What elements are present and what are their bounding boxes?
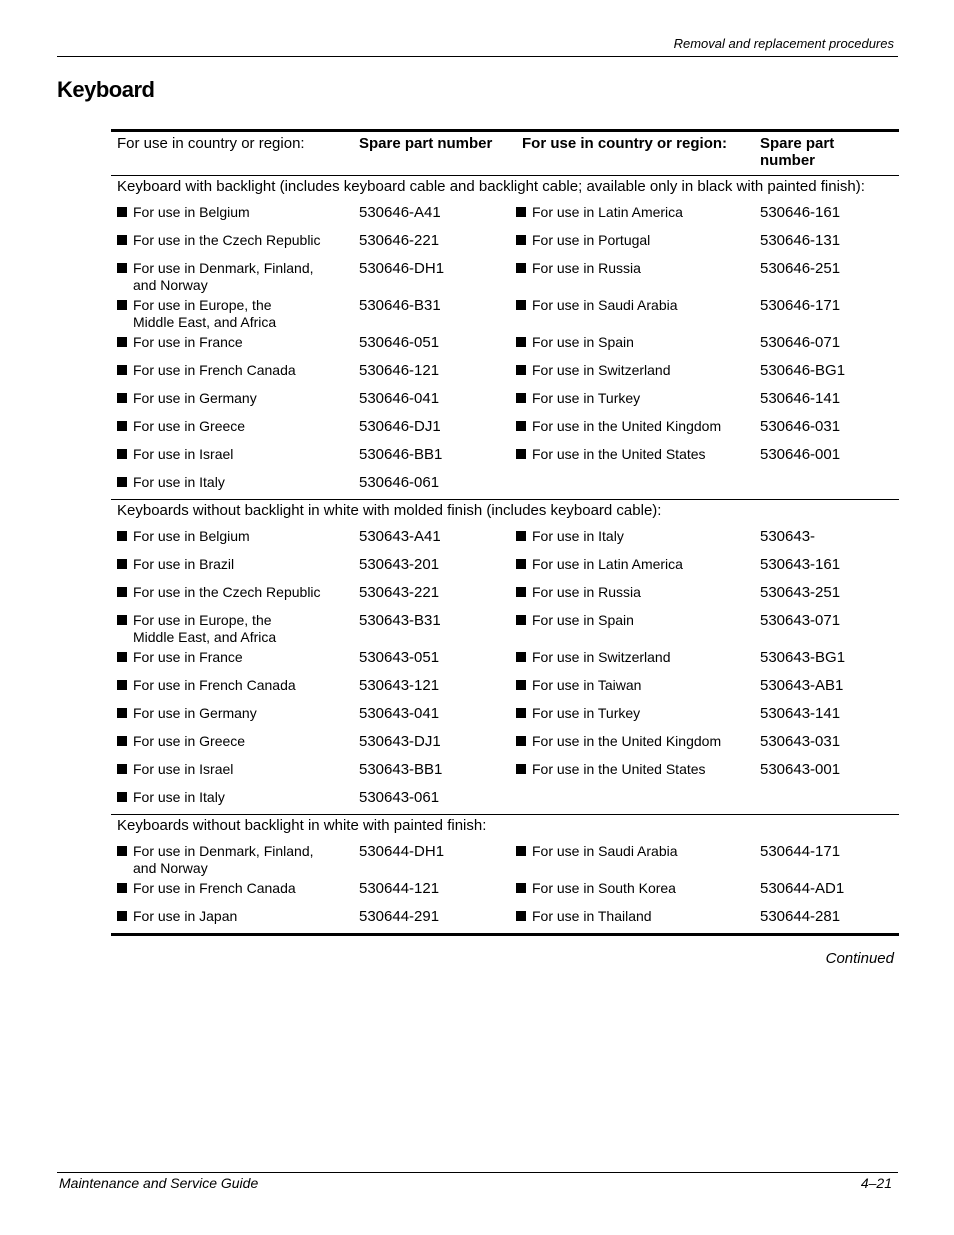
spare-part-number: 530646-171 <box>760 297 841 314</box>
region-label: For use in Brazil <box>133 556 235 572</box>
spare-part-number: 530643- <box>760 528 816 545</box>
region-label: For use in Spain <box>532 612 634 628</box>
section-heading: Keyboards without backlight in white with molded finish (includes keyboard cable): <box>111 500 899 526</box>
region-cell <box>111 415 349 443</box>
region-label: For use in Europe, the <box>133 297 272 313</box>
square-bullet-icon <box>117 365 127 375</box>
region-cell <box>111 471 349 500</box>
table-row <box>111 359 899 387</box>
square-bullet-icon <box>516 365 526 375</box>
table-header-row <box>111 131 899 176</box>
table-row <box>111 702 899 730</box>
table-row <box>111 581 899 609</box>
table-row <box>111 609 899 646</box>
square-bullet-icon <box>117 531 127 541</box>
square-bullet-icon <box>516 421 526 431</box>
region-label: For use in the Czech Republic <box>133 584 321 600</box>
section-heading: Keyboards without backlight in white with painted finish: <box>111 815 899 841</box>
region-cell <box>111 581 349 609</box>
region-cell <box>111 702 349 730</box>
square-bullet-icon <box>516 235 526 245</box>
table-row <box>111 443 899 471</box>
page-header <box>57 30 898 57</box>
region-label: For use in Greece <box>133 418 246 434</box>
square-bullet-icon <box>516 337 526 347</box>
spare-part-number: 530646-051 <box>359 334 440 351</box>
footer-title: Maintenance and Service Guide <box>59 1175 259 1191</box>
square-bullet-icon <box>516 680 526 690</box>
spare-part-number: 530643-061 <box>359 789 440 806</box>
square-bullet-icon <box>516 708 526 718</box>
region-cell <box>111 609 349 646</box>
region-cell <box>510 201 750 229</box>
region-label: For use in Italy <box>532 528 624 544</box>
region-cell <box>510 359 750 387</box>
region-label: For use in Russia <box>532 584 641 600</box>
page-number: 4–21 <box>860 1175 892 1191</box>
spare-part-number: 530644-DH1 <box>359 843 445 860</box>
column-header: Spare part number <box>750 131 899 176</box>
region-cell <box>111 229 349 257</box>
table-row <box>111 758 899 786</box>
region-label: For use in the United States <box>532 446 706 462</box>
region-cell <box>510 443 750 471</box>
region-label: Middle East, and Africa <box>133 629 277 645</box>
region-label: For use in France <box>133 649 243 665</box>
spare-part-number: 530646-121 <box>359 362 440 379</box>
region-cell <box>510 730 750 758</box>
region-label: For use in the United States <box>532 761 706 777</box>
table-row <box>111 730 899 758</box>
region-label: For use in Turkey <box>532 705 641 721</box>
square-bullet-icon <box>516 207 526 217</box>
table-row <box>111 674 899 702</box>
table-row <box>111 840 899 877</box>
section-heading-row <box>111 500 899 526</box>
spare-part-number: 530644-AD1 <box>760 880 845 897</box>
spare-part-number: 530643-251 <box>760 584 841 601</box>
region-label: For use in Japan <box>133 908 238 924</box>
section-heading-row <box>111 815 899 841</box>
region-label: For use in Italy <box>133 474 225 490</box>
spare-part-number: 530643-B31 <box>359 612 441 629</box>
region-label: For use in Israel <box>133 446 234 462</box>
spare-part-number: 530646-071 <box>760 334 841 351</box>
region-label: For use in Greece <box>133 733 246 749</box>
square-bullet-icon <box>117 449 127 459</box>
region-label: For use in Italy <box>133 789 225 805</box>
region-label: For use in Israel <box>133 761 234 777</box>
region-cell <box>111 359 349 387</box>
region-label: For use in Turkey <box>532 390 641 406</box>
region-cell <box>510 387 750 415</box>
table-row <box>111 525 899 553</box>
region-cell <box>510 331 750 359</box>
table-row <box>111 471 899 500</box>
spare-part-number: 530643-BB1 <box>359 761 443 778</box>
region-label: For use in French Canada <box>133 362 296 378</box>
table-row <box>111 415 899 443</box>
region-cell <box>510 702 750 730</box>
region-label: For use in French Canada <box>133 880 296 896</box>
square-bullet-icon <box>516 736 526 746</box>
spare-part-number: 530646-031 <box>760 418 841 435</box>
square-bullet-icon <box>117 846 127 856</box>
region-label: For use in Spain <box>532 334 634 350</box>
square-bullet-icon <box>516 263 526 273</box>
square-bullet-icon <box>117 559 127 569</box>
region-label: For use in Saudi Arabia <box>532 297 678 313</box>
table-row <box>111 553 899 581</box>
region-label: For use in Switzerland <box>532 362 671 378</box>
region-cell <box>510 581 750 609</box>
square-bullet-icon <box>117 680 127 690</box>
table-row <box>111 257 899 294</box>
spare-part-number: 530644-281 <box>760 908 841 925</box>
square-bullet-icon <box>117 207 127 217</box>
square-bullet-icon <box>117 615 127 625</box>
square-bullet-icon <box>516 300 526 310</box>
region-cell <box>510 553 750 581</box>
table-row <box>111 877 899 905</box>
spare-part-number: 530646-DH1 <box>359 260 445 277</box>
region-label: Middle East, and Africa <box>133 314 277 330</box>
table-row <box>111 331 899 359</box>
table-row <box>111 229 899 257</box>
spare-part-number: 530643-031 <box>760 733 841 750</box>
region-label: For use in Thailand <box>532 908 652 924</box>
spare-part-number: 530643-A41 <box>359 528 441 545</box>
spare-part-number: 530643-201 <box>359 556 440 573</box>
spare-part-number <box>750 471 899 500</box>
region-label: For use in Latin America <box>532 204 683 220</box>
spare-part-number <box>750 786 899 815</box>
region-label: For use in Belgium <box>133 528 250 544</box>
column-header: Spare part number <box>349 131 510 176</box>
region-label: For use in Denmark, Finland, <box>133 260 314 276</box>
region-label: For use in Saudi Arabia <box>532 843 678 859</box>
spare-part-number: 530646-BG1 <box>760 362 846 379</box>
column-header: For use in country or region: <box>111 131 349 176</box>
spare-part-number: 530643-AB1 <box>760 677 844 694</box>
spare-part-number: 530643-221 <box>359 584 440 601</box>
square-bullet-icon <box>516 615 526 625</box>
region-cell <box>111 387 349 415</box>
region-label: For use in Switzerland <box>532 649 671 665</box>
region-cell <box>510 257 750 294</box>
square-bullet-icon <box>117 911 127 921</box>
square-bullet-icon <box>117 263 127 273</box>
spare-part-number: 530643-121 <box>359 677 440 694</box>
region-label: and Norway <box>133 860 208 876</box>
spare-part-number: 530646-251 <box>760 260 841 277</box>
region-cell <box>510 229 750 257</box>
region-cell <box>510 786 750 815</box>
square-bullet-icon <box>117 652 127 662</box>
region-label: For use in Germany <box>133 390 257 406</box>
region-label: For use in the United Kingdom <box>532 733 722 749</box>
region-label: For use in South Korea <box>532 880 676 896</box>
spare-part-number: 530643-041 <box>359 705 440 722</box>
region-cell <box>111 201 349 229</box>
spare-part-number: 530646-131 <box>760 232 841 249</box>
region-cell <box>111 786 349 815</box>
continued-note: Continued <box>825 950 894 967</box>
region-label: For use in France <box>133 334 243 350</box>
square-bullet-icon <box>117 736 127 746</box>
spare-part-number: 530643-001 <box>760 761 841 778</box>
column-header: For use in country or region: <box>510 131 750 176</box>
spare-part-number: 530646-141 <box>760 390 841 407</box>
spare-part-number: 530643-BG1 <box>760 649 846 666</box>
region-cell <box>111 730 349 758</box>
spare-part-number: 530646-041 <box>359 390 440 407</box>
square-bullet-icon <box>117 235 127 245</box>
spare-part-number: 530643-161 <box>760 556 841 573</box>
region-label: For use in Russia <box>532 260 641 276</box>
page-title: Keyboard <box>57 77 155 102</box>
spare-part-number: 530643-DJ1 <box>359 733 441 750</box>
region-cell <box>111 840 349 877</box>
square-bullet-icon <box>117 764 127 774</box>
square-bullet-icon <box>117 337 127 347</box>
table-body <box>111 176 899 935</box>
square-bullet-icon <box>117 300 127 310</box>
square-bullet-icon <box>516 846 526 856</box>
square-bullet-icon <box>117 421 127 431</box>
region-cell <box>510 877 750 905</box>
running-header: Removal and replacement procedures <box>673 36 894 51</box>
region-label: For use in the Czech Republic <box>133 232 321 248</box>
region-cell <box>510 525 750 553</box>
region-label: For use in the United Kingdom <box>532 418 722 434</box>
spare-part-number: 530646-161 <box>760 204 841 221</box>
region-cell <box>111 331 349 359</box>
square-bullet-icon <box>117 477 127 487</box>
table-row <box>111 905 899 935</box>
region-cell <box>510 840 750 877</box>
spare-part-number: 530643-071 <box>760 612 841 629</box>
section-heading-row <box>111 176 899 202</box>
spare-part-number: 530643-141 <box>760 705 841 722</box>
square-bullet-icon <box>516 587 526 597</box>
spare-part-number: 530643-051 <box>359 649 440 666</box>
spare-parts-table <box>111 129 899 936</box>
table-row <box>111 387 899 415</box>
table-row <box>111 294 899 331</box>
square-bullet-icon <box>516 883 526 893</box>
region-cell <box>510 646 750 674</box>
region-label: For use in Denmark, Finland, <box>133 843 314 859</box>
spare-part-number: 530646-061 <box>359 474 440 491</box>
region-label: For use in Belgium <box>133 204 250 220</box>
region-cell <box>510 415 750 443</box>
square-bullet-icon <box>117 792 127 802</box>
region-cell <box>510 905 750 935</box>
square-bullet-icon <box>516 393 526 403</box>
region-cell <box>510 758 750 786</box>
region-cell <box>111 553 349 581</box>
square-bullet-icon <box>117 393 127 403</box>
region-label: For use in Portugal <box>532 232 651 248</box>
region-cell <box>510 471 750 500</box>
spare-part-number: 530646-BB1 <box>359 446 443 463</box>
region-cell <box>111 525 349 553</box>
square-bullet-icon <box>516 531 526 541</box>
region-cell <box>111 294 349 331</box>
spare-part-number: 530644-291 <box>359 908 440 925</box>
region-cell <box>111 646 349 674</box>
region-cell <box>510 609 750 646</box>
square-bullet-icon <box>516 559 526 569</box>
section-heading: Keyboard with backlight (includes keyboard cable and backlight cable; available only in black with painted finish): <box>117 178 865 195</box>
square-bullet-icon <box>516 911 526 921</box>
spare-part-number: 530646-221 <box>359 232 440 249</box>
spare-part-number: 530646-A41 <box>359 204 441 221</box>
table-row <box>111 786 899 815</box>
spare-part-number: 530646-B31 <box>359 297 441 314</box>
square-bullet-icon <box>117 587 127 597</box>
spare-part-number: 530646-001 <box>760 446 841 463</box>
spare-part-number: 530646-DJ1 <box>359 418 441 435</box>
square-bullet-icon <box>117 708 127 718</box>
region-label: For use in Europe, the <box>133 612 272 628</box>
spare-part-number: 530644-121 <box>359 880 440 897</box>
region-label: For use in Latin America <box>532 556 683 572</box>
region-label: For use in Germany <box>133 705 257 721</box>
region-label: For use in French Canada <box>133 677 296 693</box>
page-footer <box>57 1172 898 1191</box>
square-bullet-icon <box>516 764 526 774</box>
square-bullet-icon <box>516 449 526 459</box>
region-cell <box>111 877 349 905</box>
square-bullet-icon <box>516 652 526 662</box>
square-bullet-icon <box>117 883 127 893</box>
spare-part-number: 530644-171 <box>760 843 841 860</box>
region-cell <box>111 257 349 294</box>
region-cell <box>111 905 349 935</box>
region-label: For use in Taiwan <box>532 677 642 693</box>
table-row <box>111 201 899 229</box>
table-row <box>111 646 899 674</box>
region-cell <box>510 674 750 702</box>
region-cell <box>111 443 349 471</box>
region-label: and Norway <box>133 277 208 293</box>
region-cell <box>111 758 349 786</box>
region-cell <box>111 674 349 702</box>
region-cell <box>510 294 750 331</box>
